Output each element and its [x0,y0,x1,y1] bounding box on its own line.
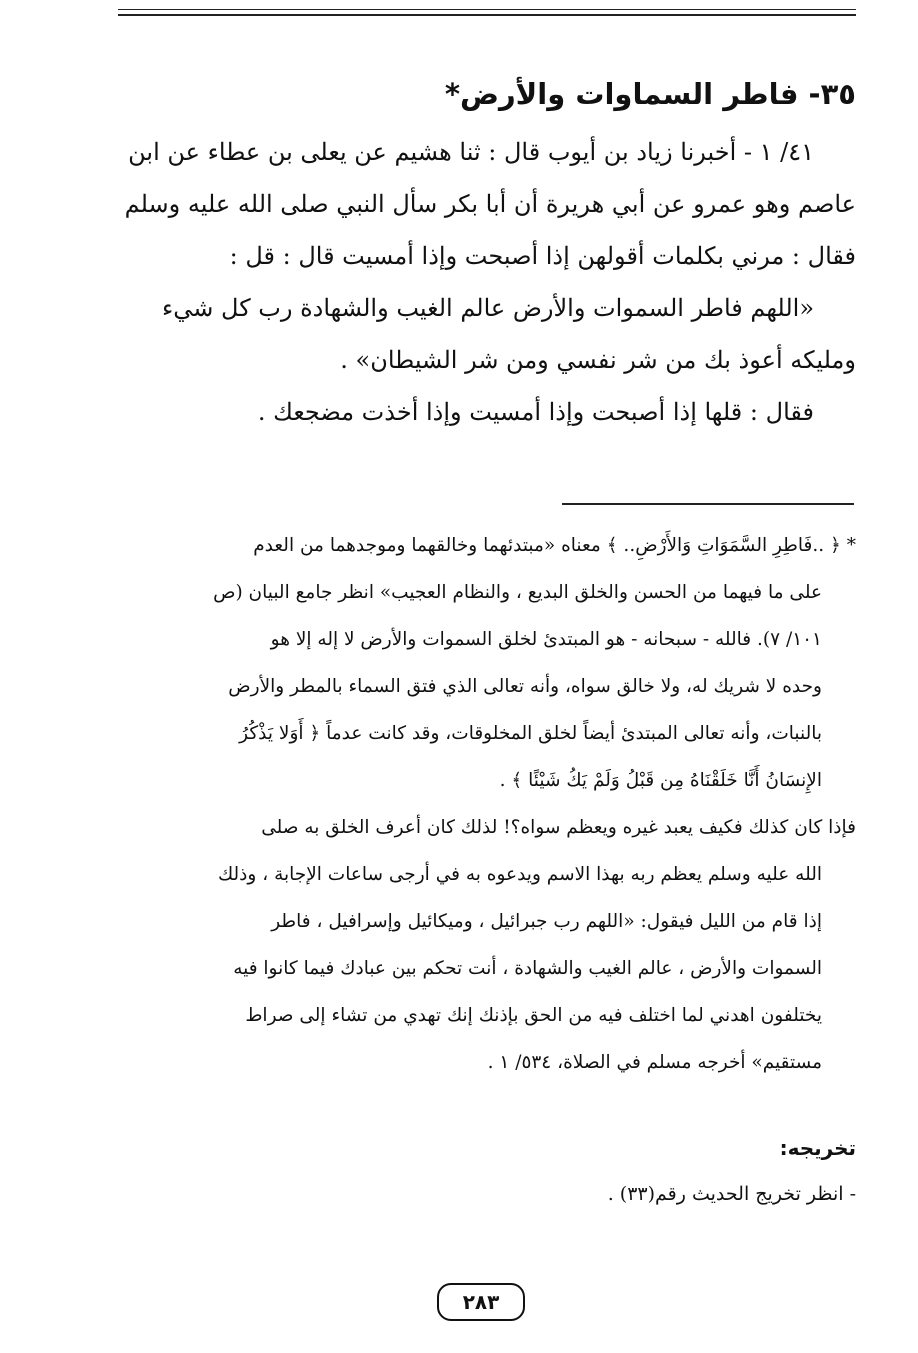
takhrij-heading: تخريجه: [779,1136,856,1160]
hadith-line: عاصم وهو عمرو عن أبي هريرة أن أبا بكر سأل النبي صلى الله عليه وسلم [124,190,856,218]
footnote-line: الله عليه وسلم يعظم ربه بهذا الاسم ويدعوه به في أرجى ساعات الإجابة ، وذلك [217,864,822,885]
header-rule-thin [118,9,856,10]
page-number: ٢٨٣ [437,1283,525,1321]
section-heading: ٣٥- فاطر السماوات والأرض* [444,77,856,111]
footnote-line: وحده لا شريك له، ولا خالق سواه، وأنه تعالى الذي فتق السماء بالمطر والأرض [228,676,822,697]
footnote-line: فإذا كان كذلك فكيف يعبد غيره ويعظم سواه؟! لذلك كان أعرف الخلق به صلى [261,817,856,838]
hadith-text [56,126,856,438]
hadith-line: ومليكه أعوذ بك من شر نفسي ومن شر الشيطان» . [340,346,856,374]
footnote-line: بالنبات، وأنه تعالى المبتدئ أيضاً لخلق المخلوقات، وقد كانت عدماً ﴿ أَوَلا يَذْكُرُ [239,723,822,744]
footnote-line: الإِنسَانُ أَنَّا خَلَقْنَاهُ مِن قَبْلُ وَلَمْ يَكُ شَيْئًا ﴾ . [499,770,822,791]
hadith-line: «اللهم فاطر السموات والأرض عالم الغيب والشهادة رب كل شيء [162,294,814,322]
footnote-line: على ما فيهما من الحسن والخلق البديع ، والنظام العجيب» انظر جامع البيان (ص [213,582,822,603]
footnote-line: * ﴿ ..فَاطِرِ السَّمَوَاتِ وَالأَرْضِ.. ﴾ معناه «مبتدئهما وخالقهما وموجدهما من العدم [253,535,856,556]
footnote-line: يختلفون اهدني لما اختلف فيه من الحق بإذنك إنك تهدي من تشاء إلى صراط [245,1005,822,1026]
footnote-line: ١٠١/ ٧). فالله - سبحانه - هو المبتدئ لخلق السموات والأرض لا إله إلا هو [270,629,822,650]
footnote-line: مستقيم» أخرجه مسلم في الصلاة، ٥٣٤/ ١ . [487,1052,822,1073]
header-rule-thick [118,14,856,16]
footnote-line: إذا قام من الليل فيقول: «اللهم رب جبرائيل ، وميكائيل وإسرافيل ، فاطر [271,911,822,932]
hadith-line: ٤١/ ١ - أخبرنا زياد بن أيوب قال : ثنا هشيم عن يعلى بن عطاء عن ابن [128,138,814,166]
hadith-line: فقال : مرني بكلمات أقولهن إذا أصبحت وإذا أمسيت قال : قل : [229,242,856,270]
takhrij-reference: - انظر تخريج الحديث رقم(٣٣) . [607,1183,856,1205]
footnote-line: السموات والأرض ، عالم الغيب والشهادة ، أنت تحكم بين عبادك فيما كانوا فيه [233,958,822,979]
hadith-line: فقال : قلها إذا أصبحت وإذا أمسيت وإذا أخذت مضجعك . [257,398,814,426]
footnote-separator [562,503,854,505]
footnote-text [56,522,856,1086]
